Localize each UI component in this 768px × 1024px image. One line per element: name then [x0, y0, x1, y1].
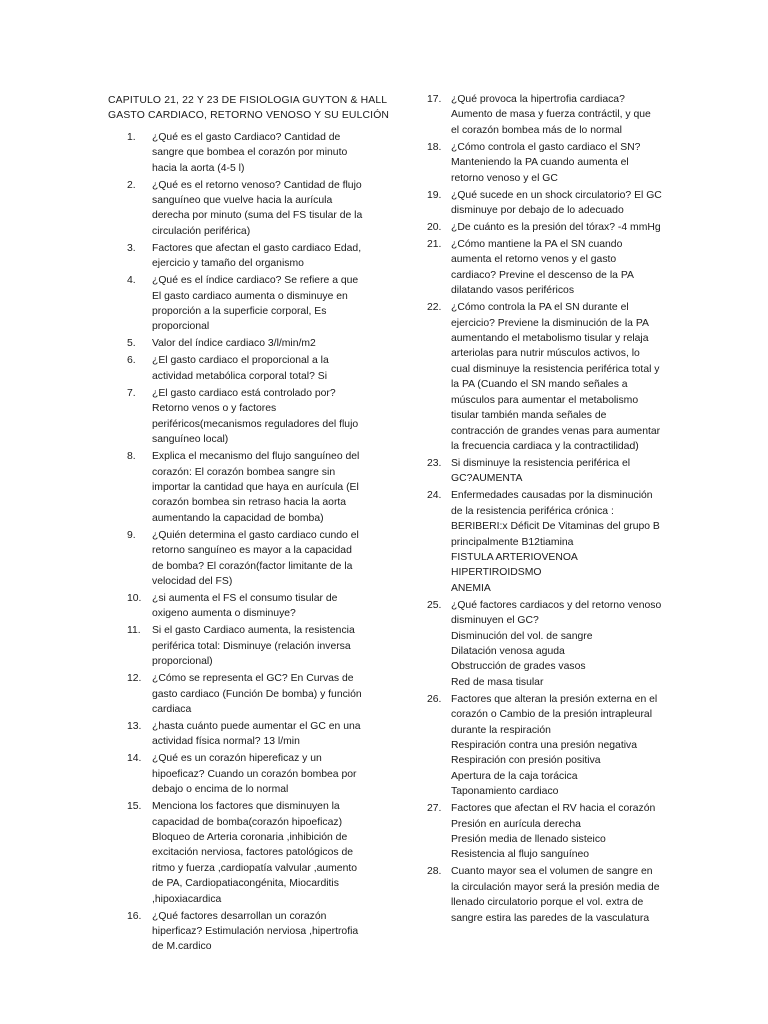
item-text-line: ANEMIA [451, 582, 491, 594]
item-number: 10. [127, 592, 142, 604]
item-text-line: aumentando el metabolismo tisular y relaja [451, 333, 649, 345]
item-text-line: excitación nerviosa, factores patológicos de [152, 847, 353, 859]
item-text-line: Respiración con presión positiva [451, 755, 601, 767]
question-list-left [108, 130, 370, 955]
item-text-line: ¿Cómo controla la PA el SN durante el [451, 302, 629, 314]
item-text-line: BERIBERI:x Déficit De Vitaminas del grupo B [451, 521, 660, 533]
item-text-line: Manteniendo la PA cuando aumenta el [451, 157, 629, 169]
list-item [425, 488, 665, 596]
list-item [108, 130, 370, 176]
item-text-line: sanguíneo local) [152, 434, 229, 446]
list-item [108, 336, 370, 351]
item-number: 18. [427, 141, 442, 153]
item-text-line: disminuye por debajo de lo adecuado [451, 205, 624, 217]
item-text-line: actividad física normal? 13 l/min [152, 736, 300, 748]
item-number: 14. [127, 753, 142, 765]
item-number: 23. [427, 457, 442, 469]
item-number: 2. [127, 179, 136, 191]
item-text-line: retorno venoso y el GC [451, 172, 558, 184]
item-text-line: de bomba? El corazón(factor limitante de la [152, 560, 353, 572]
item-number: 5. [127, 338, 136, 350]
item-number: 12. [127, 673, 142, 685]
list-item [425, 864, 665, 926]
item-text-line: hiperficaz? Estimulación nerviosa ,hipertrofia [152, 926, 359, 938]
item-number: 15. [127, 801, 142, 813]
item-number: 9. [127, 529, 136, 541]
item-text-line: ¿Qué factores cardiacos y del retorno venoso [451, 599, 662, 611]
item-text-line: contracción de grandes venas para aumentar [451, 425, 661, 437]
item-text [152, 799, 370, 907]
item-text-line: Presión media de llenado sisteico [451, 834, 606, 846]
item-text-line: ¿Qué es el índice cardiaco? Se refiere a que [152, 275, 359, 287]
item-text-line: Presión en aurícula derecha [451, 818, 581, 830]
list-item [108, 449, 370, 526]
list-item [108, 273, 370, 335]
item-text-line: ¿hasta cuánto puede aumentar el GC en una [152, 720, 361, 732]
list-item [108, 241, 370, 272]
item-number: 26. [427, 693, 442, 705]
left-column [108, 93, 390, 956]
item-number: 8. [127, 451, 136, 463]
list-item [108, 719, 370, 750]
item-number: 27. [427, 803, 442, 815]
item-text-line: ¿Cómo se representa el GC? En Curvas de [152, 673, 354, 685]
item-text-line: ritmo y fuerza ,cardiopatía valvular ,aumento [152, 862, 358, 874]
item-text-line: Resistencia al flujo sanguíneo [451, 849, 590, 861]
item-text [152, 719, 370, 750]
item-text [152, 591, 370, 622]
item-number: 17. [427, 94, 442, 105]
list-item [425, 140, 665, 186]
list-item [108, 178, 370, 240]
item-text-line: periféricos(mecanismos reguladores del flujo [152, 418, 359, 430]
item-text-line: ejercicio y tamaño del organismo [152, 258, 304, 270]
item-text-line: aumenta el retorno venos y el gasto [451, 254, 617, 266]
item-text-line: ¿Cómo mantiene la PA el SN cuando [451, 239, 623, 251]
item-text [152, 241, 370, 272]
item-text-line: Obstrucción de grades vasos [451, 661, 586, 673]
item-text [152, 909, 370, 955]
item-text-line: de M.cardico [152, 941, 212, 953]
list-item [425, 456, 665, 487]
list-item [108, 623, 370, 669]
item-text-line: proporción a la superficie corporal, Es [152, 306, 327, 318]
item-text-line: importar la cantidad que haya en aurícula (El [152, 481, 359, 493]
item-text-line: HIPERTIROIDSMO [451, 567, 542, 579]
item-text-line: Apertura de la caja torácica [451, 770, 578, 782]
document-title [108, 93, 390, 124]
item-number: 25. [427, 599, 442, 611]
item-text-line: ¿Cómo controla el gasto cardiaco el SN? [451, 141, 641, 153]
item-text-line: cardiaco? Previne el descenso de la PA [451, 269, 634, 281]
item-text-line: sanguíneo que vuelve hacia la aurícula [152, 195, 333, 207]
item-number: 7. [127, 387, 136, 399]
list-item [425, 220, 665, 235]
item-text-line: sangre que bombea el corazón por minuto [152, 147, 348, 159]
item-text-line: Taponamiento cardiaco [451, 786, 559, 798]
item-text-line: corazón bombea sin retraso hacia la aorta [152, 497, 347, 509]
item-number: 1. [127, 131, 136, 143]
item-text-line: Valor del índice cardiaco 3/l/min/m2 [152, 338, 316, 350]
item-text-line: velocidad del FS) [152, 575, 233, 587]
list-item [108, 591, 370, 622]
question-list-right [425, 92, 665, 926]
item-text-line: corazón: El corazón bombea sangre sin [152, 466, 336, 478]
item-text-line: Respiración contra una presión negativa [451, 740, 637, 751]
item-text-line: durante la respiración [451, 724, 551, 736]
item-text [152, 336, 370, 351]
item-text [451, 801, 665, 863]
item-text-line: Cuanto mayor sea el volumen de sangre en [451, 866, 653, 878]
list-item [108, 751, 370, 797]
item-number: 21. [427, 239, 442, 251]
item-text-line: derecha por minuto (suma del FS tisular de la [152, 210, 363, 222]
item-text [451, 598, 665, 690]
item-text [451, 220, 665, 235]
item-text-line: ¿Quién determina el gasto cardiaco cundo el [152, 529, 359, 541]
item-text [451, 237, 665, 299]
item-text-line: principalmente B12tiamina [451, 536, 574, 548]
item-text-line: El gasto cardiaco aumenta o disminuye en [152, 290, 348, 302]
item-text-line: Si el gasto Cardiaco aumenta, la resistencia [152, 625, 355, 637]
item-text-line: de PA, Cardiopatiacongénita, Miocarditis [152, 878, 339, 890]
item-text [152, 178, 370, 240]
item-text-line: Factores que afectan el RV hacia el corazón [451, 803, 656, 815]
item-text-line: llenado circulatorio porque el vol. extra de [451, 897, 644, 909]
item-number: 19. [427, 189, 442, 201]
item-text [152, 273, 370, 335]
item-text-line: Aumento de masa y fuerza contráctil, y que [451, 109, 651, 121]
item-text-line: ¿Qué sucede en un shock circulatorio? El GC [451, 189, 662, 201]
list-item [425, 598, 665, 690]
item-number: 16. [127, 910, 142, 922]
item-text-line: actividad metabólica corporal total? Si [152, 370, 328, 382]
item-text-line: ¿El gasto cardiaco está controlado por? [152, 387, 336, 399]
item-text-line: Factores que afectan el gasto cardiaco Edad, [152, 242, 362, 254]
item-text-line: capacidad de bomba(corazón hipoeficaz) [152, 816, 343, 828]
item-text-line: Dilatación venosa aguda [451, 645, 565, 657]
item-text-line: ¿Qué provoca la hipertrofia cardiaca? [451, 94, 625, 105]
item-text-line: GC?AUMENTA [451, 473, 523, 485]
item-text-line: FISTULA ARTERIOVENOA [451, 551, 578, 563]
item-text-line: ¿si aumenta el FS el consumo tisular de [152, 592, 338, 604]
item-text-line: ¿Qué factores desarrollan un corazón [152, 910, 327, 922]
item-text [451, 488, 665, 596]
list-item [108, 386, 370, 448]
item-text [451, 692, 665, 800]
item-text-line: ¿De cuánto es la presión del tórax? -4 mmHg [451, 222, 661, 234]
list-item [425, 801, 665, 863]
item-text [451, 864, 665, 926]
item-text-line: oxigeno aumenta o disminuye? [152, 608, 296, 620]
list-item [108, 671, 370, 717]
item-text [152, 623, 370, 669]
list-item [108, 353, 370, 384]
item-text-line: Menciona los factores que disminuyen la [152, 801, 340, 813]
item-text-line: ¿El gasto cardiaco el proporcional a la [152, 355, 329, 367]
item-number: 20. [427, 222, 442, 234]
item-text-line: aumentando la capacidad de bomba) [152, 512, 324, 524]
item-text-line: proporcional) [152, 656, 213, 668]
item-text-line: ejercicio? Previene la disminución de la PA [451, 317, 649, 329]
item-text [152, 386, 370, 448]
item-text-line: hipoeficaz? Cuando un corazón bombea por [152, 768, 357, 780]
item-text-line: la frecuencia cardiaca y la contractilidad) [451, 440, 639, 452]
item-text-line: ¿Qué es el gasto Cardiaco? Cantidad de [152, 131, 341, 143]
item-text [152, 449, 370, 526]
item-text [451, 92, 665, 138]
item-text-line: dilatando vasos periféricos [451, 285, 575, 297]
item-text-line: hacia la aorta (4-5 l) [152, 162, 245, 174]
item-number: 3. [127, 242, 136, 254]
list-item [425, 92, 665, 138]
item-text [451, 300, 665, 454]
item-number: 24. [427, 490, 442, 502]
item-text-line: Explica el mecanismo del flujo sanguíneo del [152, 451, 360, 463]
item-text-line: disminuyen el GC? [451, 615, 539, 627]
item-text-line: la PA (Cuando el SN mando señales a [451, 379, 628, 391]
item-number: 11. [127, 625, 141, 637]
item-text [451, 140, 665, 186]
item-text-line: circulación periférica) [152, 225, 251, 237]
item-text-line: corazón o Cambio de la presión intrapleural [451, 709, 652, 721]
item-text-line: Bloqueo de Arteria coronaria ,inhibición de [152, 832, 348, 843]
item-text-line: periférica total: Disminuye (relación inversa [152, 640, 351, 652]
item-text-line: músculos para aumentar el metabolismo [451, 394, 639, 406]
item-text-line: arteriolas para nutrir músculos activos, lo [451, 348, 640, 360]
item-text-line: Si disminuye la resistencia periférica el [451, 457, 631, 469]
item-text-line: retorno sanguíneo es mayor a la capacidad [152, 545, 352, 557]
title-line-1: CAPITULO 21, 22 Y 23 DE FISIOLOGIA GUYTON & HALL [108, 95, 388, 106]
item-number: 28. [427, 866, 442, 878]
item-text-line: cual disminuye la resistencia periférica total y [451, 363, 660, 375]
item-text-line: ¿Qué es un corazón hipereficaz y un [152, 753, 322, 765]
item-text-line: ¿Qué es el retorno venoso? Cantidad de flujo [152, 179, 362, 191]
item-text-line: tisular también manda señales de [451, 410, 607, 422]
item-text-line: Retorno venos o y factores [152, 403, 277, 415]
item-number: 4. [127, 275, 136, 287]
item-text [451, 456, 665, 487]
item-text-line: el corazón bombea más de lo normal [451, 124, 622, 136]
item-text [451, 188, 665, 219]
item-text [152, 671, 370, 717]
item-number: 22. [427, 302, 442, 314]
item-text-line: ,hipoxiacardica [152, 893, 222, 905]
right-column [425, 92, 665, 928]
list-item [108, 909, 370, 955]
item-text-line: cardiaca [152, 703, 192, 715]
list-item [425, 237, 665, 299]
item-text-line: gasto cardiaco (Función De bomba) y función [152, 688, 362, 700]
item-text [152, 751, 370, 797]
item-text [152, 528, 370, 590]
item-text [152, 353, 370, 384]
item-number: 6. [127, 355, 136, 367]
item-text [152, 130, 370, 176]
item-text-line: proporcional [152, 321, 210, 333]
item-text-line: Factores que alteran la presión externa en el [451, 693, 658, 705]
list-item [425, 188, 665, 219]
list-item [425, 692, 665, 800]
item-text-line: de la resistencia periférica crónica : [451, 505, 614, 517]
item-text-line: Red de masa tisular [451, 676, 544, 688]
list-item [108, 799, 370, 907]
item-text-line: sangre estira las paredes de la vasculatura [451, 912, 650, 924]
list-item [425, 300, 665, 454]
item-number: 13. [127, 720, 142, 732]
item-text-line: Disminución del vol. de sangre [451, 630, 593, 642]
item-text-line: debajo o encima de lo normal [152, 784, 289, 796]
item-text-line: Enfermedades causadas por la disminución [451, 490, 653, 502]
item-text-line: la circulación mayor será la presión media de [451, 881, 660, 893]
list-item [108, 528, 370, 590]
title-line-2: GASTO CARDIACO, RETORNO VENOSO Y SU EULCIÓN [108, 110, 390, 122]
